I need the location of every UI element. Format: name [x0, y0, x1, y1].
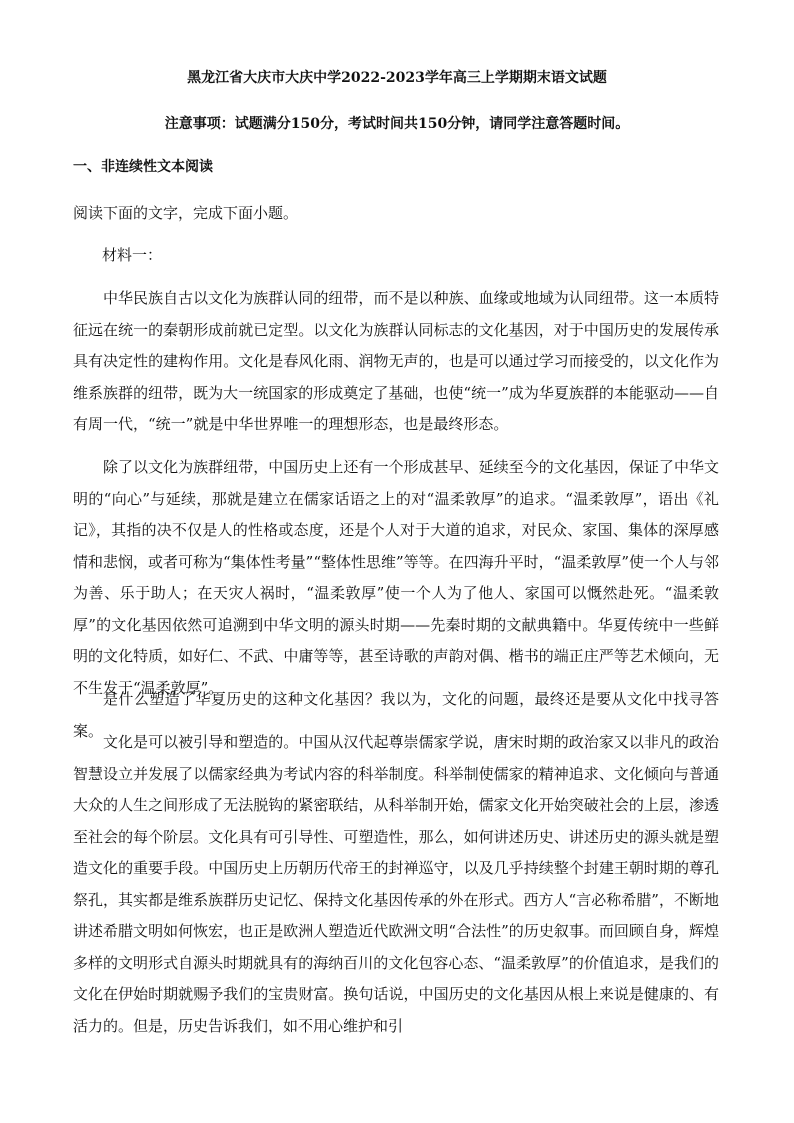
section-heading: 一、非连续性文本阅读 — [73, 159, 213, 175]
paragraph-4: 文化是可以被引导和塑造的。中国从汉代起尊崇儒家学说，唐宋时期的政治家又以非凡的政治智慧设立并发展了以儒家经典为考试内容的科举制度。科举制使儒家的精神追求、文化倾向与普通大众的人生之间形成了无法脱钩的紧密联结，从科举制开始，儒家文化开始突破社会的上层，渗透至社会的每个阶层。文化具有可引导性、可塑造性，那么，如何讲述历史、讲述历史的源头就是塑造文化的重要手段。中国历史上历朝历代帝王的封禅巡守，以及几乎持续整个封建王朝时期的尊孔祭孔，其实都是维系族群历史记忆、保持文化基因传承的外在形式。西方人“言必称希腊”，不断地讲述希腊文明如何恢宏，也正是欧洲人塑造近代欧洲文明“合法性”的历史叙事。而回顾自身，辉煌多样的文明形式自源头时期就具有的海纳百川的文化包容心态、“温柔敦厚”的价值追求，是我们的文化在伊始时期就赐予我们的宝贵财富。换句话说，中国历史的文化基因从根上来说是健康的、有活力的。但是，历史告诉我们，如不用心维护和引 — [73, 733, 719, 1035]
exam-notice: 注意事项：试题满分150分，考试时间共150分钟，请同学注意答题时间。 — [164, 116, 630, 132]
material-label: 材料一： — [102, 246, 163, 264]
document-title: 黑龙江省大庆市大庆中学2022-2023学年高三上学期期末语文试题 — [187, 70, 607, 86]
paragraph-1: 中华民族自古以文化为族群认同的纽带，而不是以种族、血缘或地域为认同纽带。这一本质特征远在统一的秦朝形成前就已定型。以文化为族群认同标志的文化基因，对于中国历史的发展传承具有决定性的建构作用。文化是春风化雨、润物无声的，也是可以通过学习而接受的，以文化作为维系族群的纽带，既为大一统国家的形成奠定了基础，也使“统一”成为华夏族群的本能驱动——自有周一代，“统一”就是中华世界唯一的理想形态，也是最终形态。 — [73, 289, 719, 433]
paragraph-3: 是什么塑造了华夏历史的这种文化基因？我以为，文化的问题，最终还是要从文化中找寻答案。 — [73, 690, 719, 740]
reading-instruction: 阅读下面的文字，完成下面小题。 — [73, 204, 299, 222]
paragraph-2: 除了以文化为族群纽带，中国历史上还有一个形成甚早、延续至今的文化基因，保证了中华文明的“向心”与延续，那就是建立在儒家话语之上的对“温柔敦厚”的追求。“温柔敦厚”，语出《礼记》，其指的决不仅是人的性格或态度，还是个人对于大道的追求，对民众、家国、集体的深厚感情和悲悯，或者可称为“集体性考量”“整体性思维”等等。在四海升平时，“温柔敦厚”使一个人与邻为善、乐于助人；在天灾人祸时，“温柔敦厚”使一个人为了他人、家国可以慨然赴死。“温柔敦厚”的文化基因依然可追溯到中华文明的源头时期——先秦时期的文献典籍中。华夏传统中一些鲜明的文化特质，如好仁、不武、中庸等等，甚至诗歌的声韵对偶、楷书的端正庄严等艺术倾向，无不生发于“温柔敦厚”。 — [73, 458, 720, 697]
